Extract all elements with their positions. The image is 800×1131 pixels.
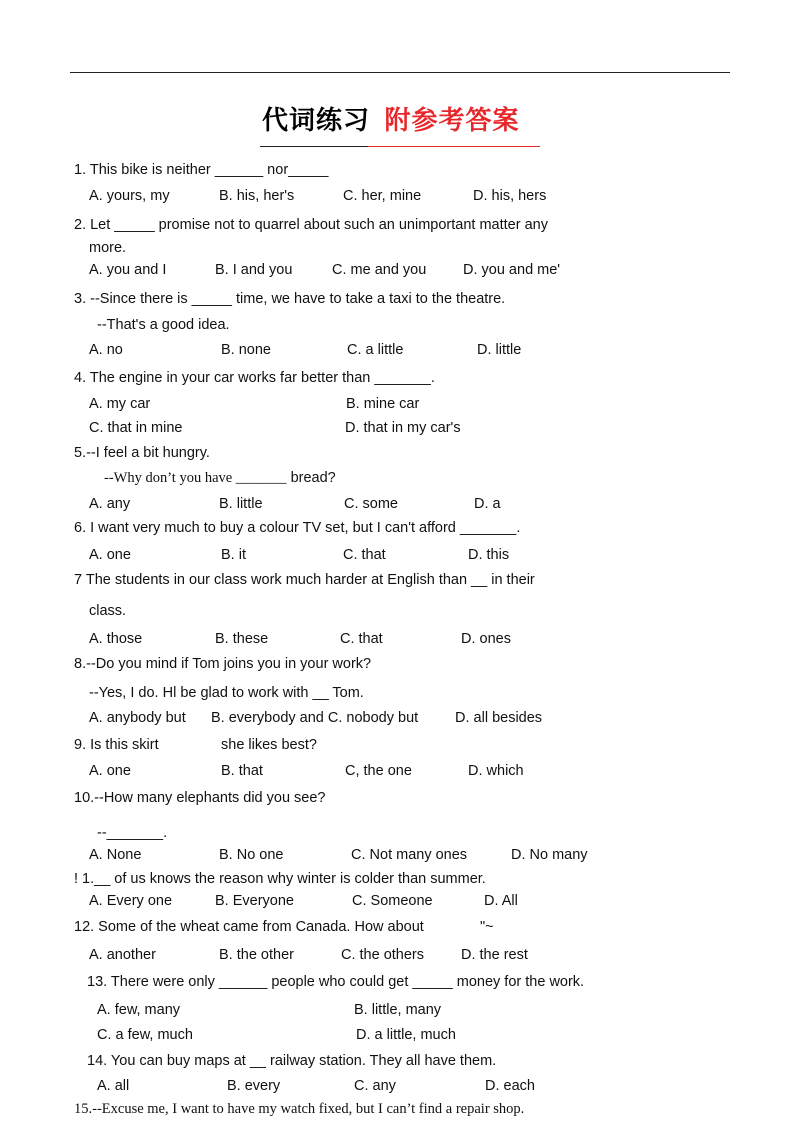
- option: D. each: [485, 1078, 535, 1094]
- option: C. the others: [341, 947, 425, 963]
- title-main: 代词练习: [262, 106, 371, 136]
- option: D. little: [477, 342, 522, 358]
- option: B. little: [219, 496, 263, 512]
- title-underline-accent: [368, 146, 540, 147]
- question-stem-continued: --That's a good idea.: [97, 317, 230, 333]
- question-stem: 5.--I feel a bit hungry.: [74, 445, 210, 461]
- option: B. that: [221, 763, 263, 779]
- question-stem: 4. The engine in your car works far better than _______.: [74, 370, 435, 386]
- option: B. the other: [219, 947, 294, 963]
- option: D. a: [474, 496, 501, 512]
- stem-part: bread?: [286, 470, 336, 486]
- question-stem-continued: class.: [89, 603, 127, 619]
- option: C. that in mine: [89, 420, 183, 436]
- option: A. None: [89, 847, 142, 863]
- option: C. any: [354, 1078, 396, 1094]
- option: A. you and I: [89, 262, 167, 278]
- option: A. one: [89, 763, 131, 779]
- header-rule: [70, 72, 730, 73]
- question-stem-continued: she likes best?: [221, 737, 317, 753]
- question-stem: 14. You can buy maps at __ railway station. They all have them.: [87, 1053, 497, 1069]
- option: C. that: [343, 547, 386, 563]
- option: A. any: [89, 496, 131, 512]
- option: B. I and you: [215, 262, 293, 278]
- question-stem-continued: more.: [89, 240, 127, 256]
- option: B. none: [221, 342, 271, 358]
- question-stem: ! 1.__ of us knows the reason why winter is colder than summer.: [74, 871, 486, 887]
- question-stem: 8.--Do you mind if Tom joins you in your work?: [74, 656, 372, 672]
- question-stem: 3. --Since there is _____ time, we have to take a taxi to the theatre.: [74, 291, 506, 307]
- option: C, the one: [345, 763, 412, 779]
- option: B. these: [215, 631, 269, 647]
- question-stem-continued: --_______.: [97, 825, 168, 841]
- option: A. few, many: [97, 1002, 181, 1018]
- option: A. no: [89, 342, 123, 358]
- option: C. Someone: [352, 893, 433, 909]
- option: A. my car: [89, 396, 151, 412]
- option: D. No many: [511, 847, 588, 863]
- title-underline: [260, 146, 368, 147]
- option: D. which: [468, 763, 524, 779]
- option: B. everybody and C. nobody but: [211, 710, 419, 726]
- question-stem-continued: "~: [480, 919, 494, 935]
- page-title: [262, 100, 519, 137]
- option: B. mine car: [346, 396, 420, 412]
- question-stem: 9. Is this skirt: [74, 737, 159, 753]
- option: D. that in my car's: [345, 420, 461, 436]
- stem-part: --Why don’t you have _______: [104, 470, 287, 486]
- option: A. anybody but: [89, 710, 186, 726]
- question-stem: 15.--Excuse me, I want to have my watch fixed, but I can’t find a repair shop.: [74, 1101, 525, 1117]
- option: D. you and me': [463, 262, 561, 278]
- option: D. all besides: [455, 710, 543, 726]
- option: D. the rest: [461, 947, 528, 963]
- question-stem: 2. Let _____ promise not to quarrel about such an unimportant matter any: [74, 217, 548, 233]
- question-stem-continued: [104, 469, 336, 487]
- option: D. this: [468, 547, 510, 563]
- question-stem: 7 The students in our class work much harder at English than __ in their: [74, 572, 535, 588]
- option: A. one: [89, 547, 131, 563]
- option: C. that: [340, 631, 383, 647]
- option: D. a little, much: [356, 1027, 456, 1043]
- question-stem: 10.--How many elephants did you see?: [74, 790, 326, 806]
- option: B. No one: [219, 847, 284, 863]
- option: B. little, many: [354, 1002, 442, 1018]
- option: D. ones: [461, 631, 511, 647]
- option: A. all: [97, 1078, 130, 1094]
- option: A. another: [89, 947, 156, 963]
- option: A. Every one: [89, 893, 173, 909]
- option: C. a few, much: [97, 1027, 193, 1043]
- option: C. me and you: [332, 262, 427, 278]
- option: C. Not many ones: [351, 847, 468, 863]
- option: B. it: [221, 547, 246, 563]
- option: D. his, hers: [473, 188, 547, 204]
- option: D. All: [484, 893, 518, 909]
- option: C. a little: [347, 342, 404, 358]
- option: B. his, her's: [219, 188, 295, 204]
- title-highlight: 附参考答案: [384, 106, 520, 136]
- option: B. Everyone: [215, 893, 294, 909]
- question-stem: 6. I want very much to buy a colour TV set, but I can't afford _______.: [74, 520, 521, 536]
- option: A. those: [89, 631, 143, 647]
- question-stem-continued: --Yes, I do. Hl be glad to work with __ Tom.: [89, 685, 364, 701]
- option: B. every: [227, 1078, 281, 1094]
- option: C. her, mine: [343, 188, 422, 204]
- question-stem: 1. This bike is neither ______ nor_____: [74, 162, 329, 178]
- question-stem: 13. There were only ______ people who could get _____ money for the work.: [87, 974, 585, 990]
- option: C. some: [344, 496, 398, 512]
- question-stem: 12. Some of the wheat came from Canada. How about: [74, 919, 424, 935]
- option: A. yours, my: [89, 188, 170, 204]
